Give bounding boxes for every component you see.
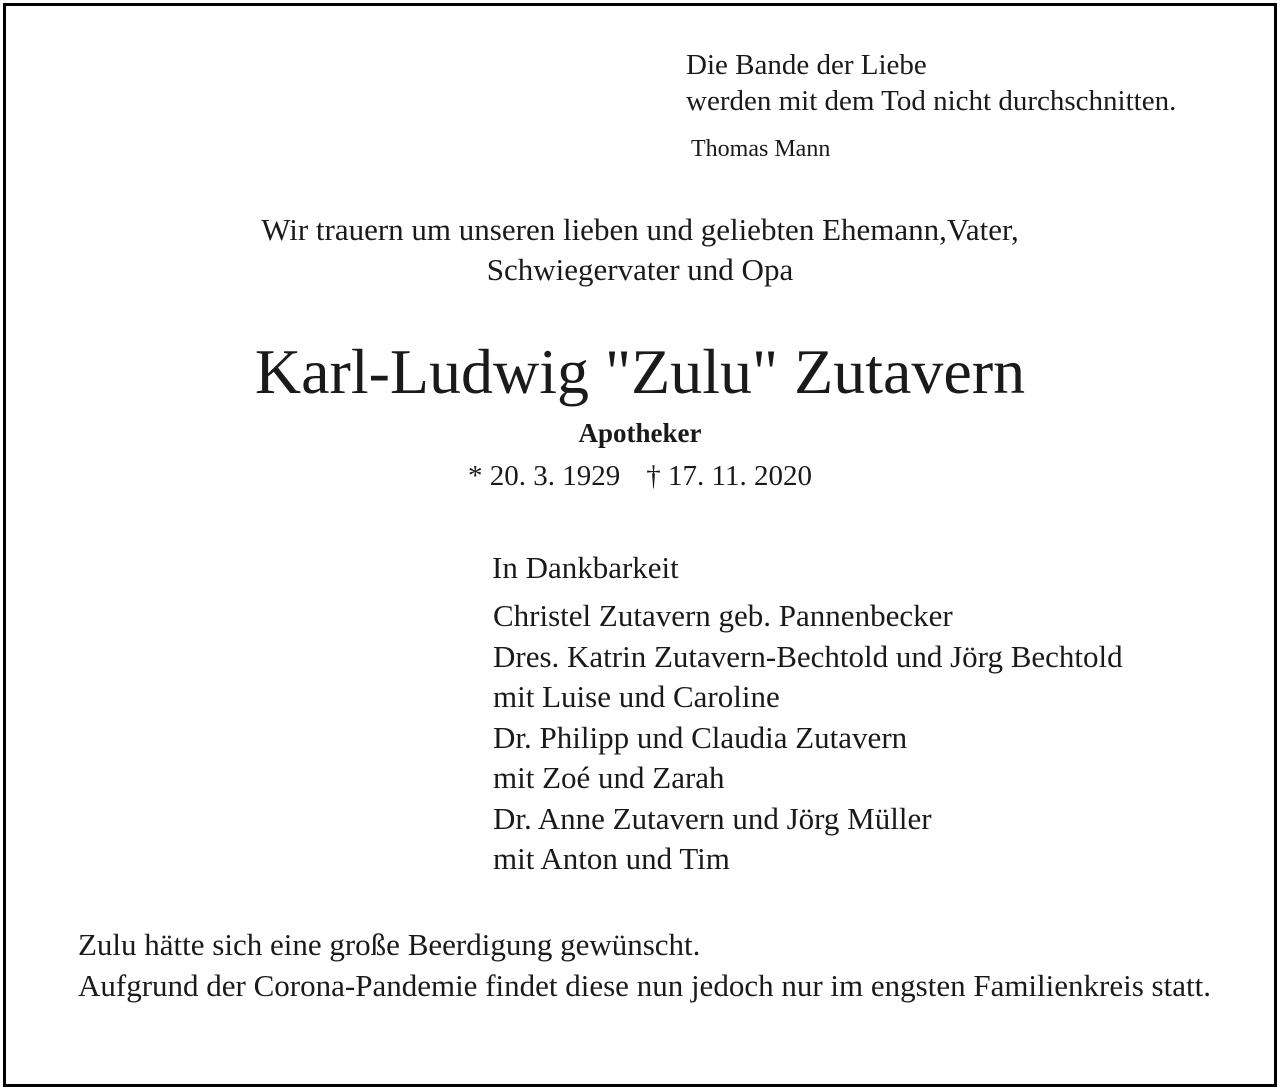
birth-date: * 20. 3. 1929 <box>468 460 621 492</box>
mourner-line: Dres. Katrin Zutavern-Bechtold und Jörg Bechtold <box>493 638 1123 674</box>
funeral-note <box>78 924 1234 1006</box>
mourner-line: Dr. Anne Zutavern und Jörg Müller <box>493 800 932 836</box>
mourners-heading: In Dankbarkeit <box>492 550 679 585</box>
mourners-list <box>493 596 1123 880</box>
death-date: † 17. 11. 2020 <box>646 460 812 492</box>
deceased-profession: Apotheker <box>578 418 702 448</box>
mourner-line: Dr. Philipp und Claudia Zutavern <box>493 719 908 755</box>
quote-author: Thomas Mann <box>691 136 831 162</box>
intro-line-1: Wir trauern um unseren lieben und geliebten Ehemann,Vater, <box>261 212 1019 247</box>
funeral-note-line-1: Zulu hätte sich eine große Beerdigung gewünscht. <box>78 927 701 962</box>
mourner-line: Christel Zutavern geb. Pannenbecker <box>493 598 953 633</box>
quote-line-2: werden mit dem Tod nicht durchschnitten. <box>686 85 1177 117</box>
mourner-line: mit Anton und Tim <box>493 841 730 876</box>
life-dates <box>0 457 1280 495</box>
quote-line-1: Die Bande der Liebe <box>686 49 927 81</box>
funeral-note-line-2: Aufgrund der Corona-Pandemie findet diese nun jedoch nur im engsten Familienkreis statt. <box>78 968 1211 1003</box>
intro-line-2: Schwiegervater und Opa <box>486 252 794 287</box>
mourner-line: mit Luise und Caroline <box>493 679 780 714</box>
mourner-line: mit Zoé und Zarah <box>493 760 725 795</box>
deceased-name: Karl-Ludwig "Zulu" Zutavern <box>254 336 1026 407</box>
